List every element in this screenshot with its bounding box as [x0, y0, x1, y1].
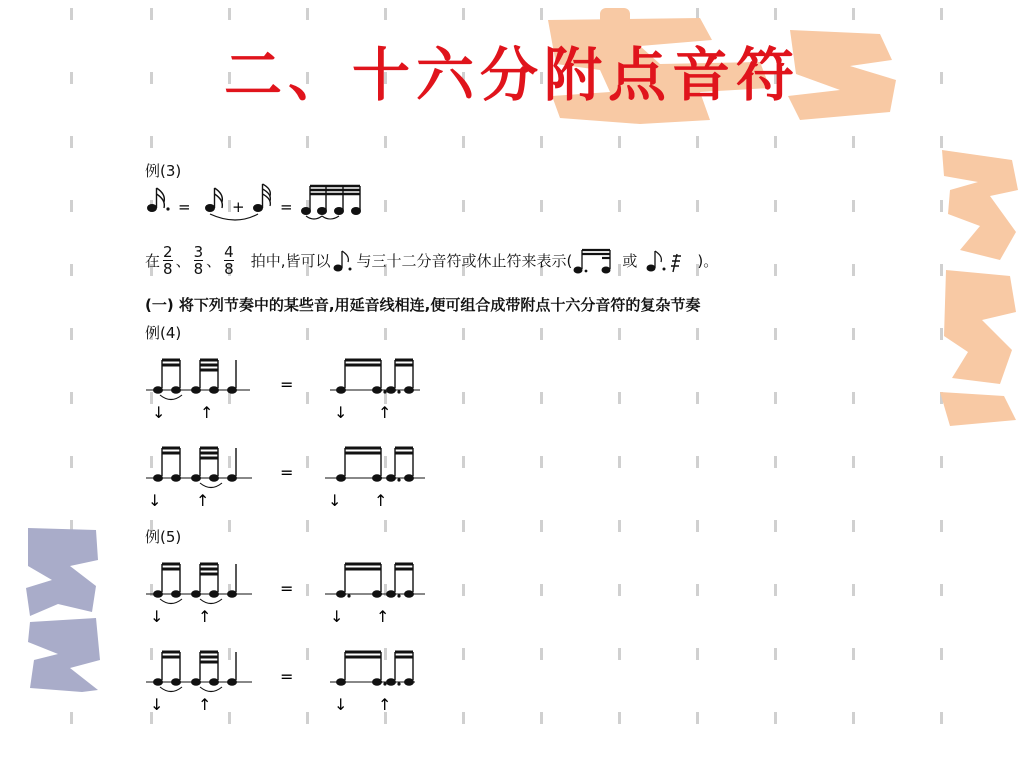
rhythm-row-1-right-a-notehead — [372, 386, 382, 394]
rhythm-row-2-left-b-notehead — [191, 474, 201, 482]
rhythm-row-2-right-b-notehead — [404, 474, 414, 482]
up-arrow: ↑ — [198, 695, 212, 714]
rhythm-row-1-left-b-notehead — [209, 386, 219, 394]
rhythm-row-4-right-a-notehead — [336, 678, 346, 686]
rhythm-row-4-right-a-dot — [383, 682, 386, 685]
example-5-label: 例(5) — [145, 528, 182, 546]
rhythm-row-1-right-a-notehead — [336, 386, 346, 394]
rhythm-row-4-right-a-notehead — [372, 678, 382, 686]
rhythm-row-3-right-a-dot — [347, 594, 350, 597]
rhythm-row-3-left-a-notehead — [171, 590, 181, 598]
rhythm-row-4-left-b-notehead — [209, 678, 219, 686]
rhythm-row-1-left-b-notehead — [191, 386, 201, 394]
rhythm-row-4-left-b-notehead — [191, 678, 201, 686]
up-arrow: ↑ — [200, 403, 214, 422]
rhythm-row-1-right-a-dot — [383, 390, 386, 393]
rhythm-row-3-left-c-notehead — [227, 590, 237, 598]
tie-arc — [160, 687, 182, 692]
up-arrow: ↑ — [196, 491, 210, 510]
section-heading: (一) 将下列节奏中的某些音,用延音线相连,便可组合成带附点十六分音符的复杂节奏 — [145, 296, 701, 314]
fraction-4-8: $\frac{4}{8}$ — [224, 243, 234, 278]
equals-sign: = — [280, 198, 293, 216]
rhythm-row-4-left-a-notehead — [171, 678, 181, 686]
down-arrow: ↓ — [334, 403, 348, 422]
rhythm-row-3-right-b-dot — [397, 594, 400, 597]
rhythm-row-4-right-b-dot — [397, 682, 400, 685]
rhythm-row-3-right-b-notehead — [404, 590, 414, 598]
rhythm-row-1-left-a-notehead — [171, 386, 181, 394]
or-text: 或 — [622, 252, 638, 270]
up-arrow: ↑ — [378, 403, 392, 422]
rhythm-row-3-left-b-notehead — [209, 590, 219, 598]
down-arrow: ↓ — [334, 695, 348, 714]
rhythm-row-3-left-a-notehead — [153, 590, 163, 598]
tie-arc — [160, 395, 182, 400]
example-4-label: 例(4) — [145, 324, 182, 342]
separator: 、 — [206, 252, 222, 270]
rhythm-row-3-left-b-notehead — [191, 590, 201, 598]
rhythm-row-4-right-b-notehead — [386, 678, 396, 686]
sentence-mid: 拍中,皆可以 — [250, 252, 331, 270]
page-title: 二、十六分附点音符 — [223, 41, 800, 109]
rhythm-row-2-left-a-notehead — [171, 474, 181, 482]
up-arrow: ↑ — [378, 695, 392, 714]
plus-sign: + — [232, 198, 245, 216]
sentence-prefix: 在 — [145, 252, 161, 270]
down-arrow: ↓ — [150, 607, 164, 626]
separator: 、 — [175, 252, 191, 270]
equals-sign: = — [178, 198, 191, 216]
tie-arc — [200, 687, 222, 692]
rhythm-row-4-left-c-notehead — [227, 678, 237, 686]
fraction-3-8: $\frac{3}{8}$ — [193, 243, 204, 278]
equals-sign: = — [280, 667, 294, 686]
rhythm-row-2-right-a-notehead — [336, 474, 346, 482]
down-arrow: ↓ — [150, 695, 164, 714]
rhythm-row-1-right-b-dot — [397, 390, 400, 393]
equals-sign: = — [280, 463, 294, 482]
up-arrow: ↑ — [198, 607, 212, 626]
rhythm-row-1-left-c-notehead — [227, 386, 237, 394]
up-arrow: ↑ — [376, 607, 390, 626]
rhythm-row-4-right-b-notehead — [404, 678, 414, 686]
rhythm-row-3-right-b-notehead — [386, 590, 396, 598]
rhythm-row-3-right-a-notehead — [372, 590, 382, 598]
down-arrow: ↓ — [152, 403, 166, 422]
fraction-2-8: $\frac{2}{8}$ — [163, 243, 173, 278]
tie-arc — [160, 599, 182, 604]
down-arrow: ↓ — [148, 491, 162, 510]
down-arrow: ↓ — [328, 491, 342, 510]
rhythm-row-1-right-b-notehead — [386, 386, 396, 394]
tie-arc — [200, 599, 222, 604]
up-arrow: ↑ — [374, 491, 388, 510]
tie-arc — [200, 483, 222, 488]
rhythm-row-2-left-c-notehead — [227, 474, 237, 482]
rhythm-row-2-left-a-notehead — [153, 474, 163, 482]
rhythm-row-1-left-a-notehead — [153, 386, 163, 394]
example-3-label: 例(3) — [145, 162, 182, 180]
rhythm-row-2-right-b-dot — [397, 478, 400, 481]
rhythm-row-2-right-a-notehead — [372, 474, 382, 482]
sentence-end: )。 — [697, 252, 719, 270]
down-arrow: ↓ — [330, 607, 344, 626]
rhythm-row-1-right-b-notehead — [404, 386, 414, 394]
rhythm-row-2-left-b-notehead — [209, 474, 219, 482]
equals-sign: = — [280, 579, 294, 598]
rhythm-row-4-left-a-notehead — [153, 678, 163, 686]
equals-sign: = — [280, 375, 294, 394]
sentence-mid-2: 与三十二分音符或休止符来表示( — [356, 252, 573, 270]
rhythm-row-3-right-a-notehead — [336, 590, 346, 598]
rhythm-row-2-right-b-notehead — [386, 474, 396, 482]
